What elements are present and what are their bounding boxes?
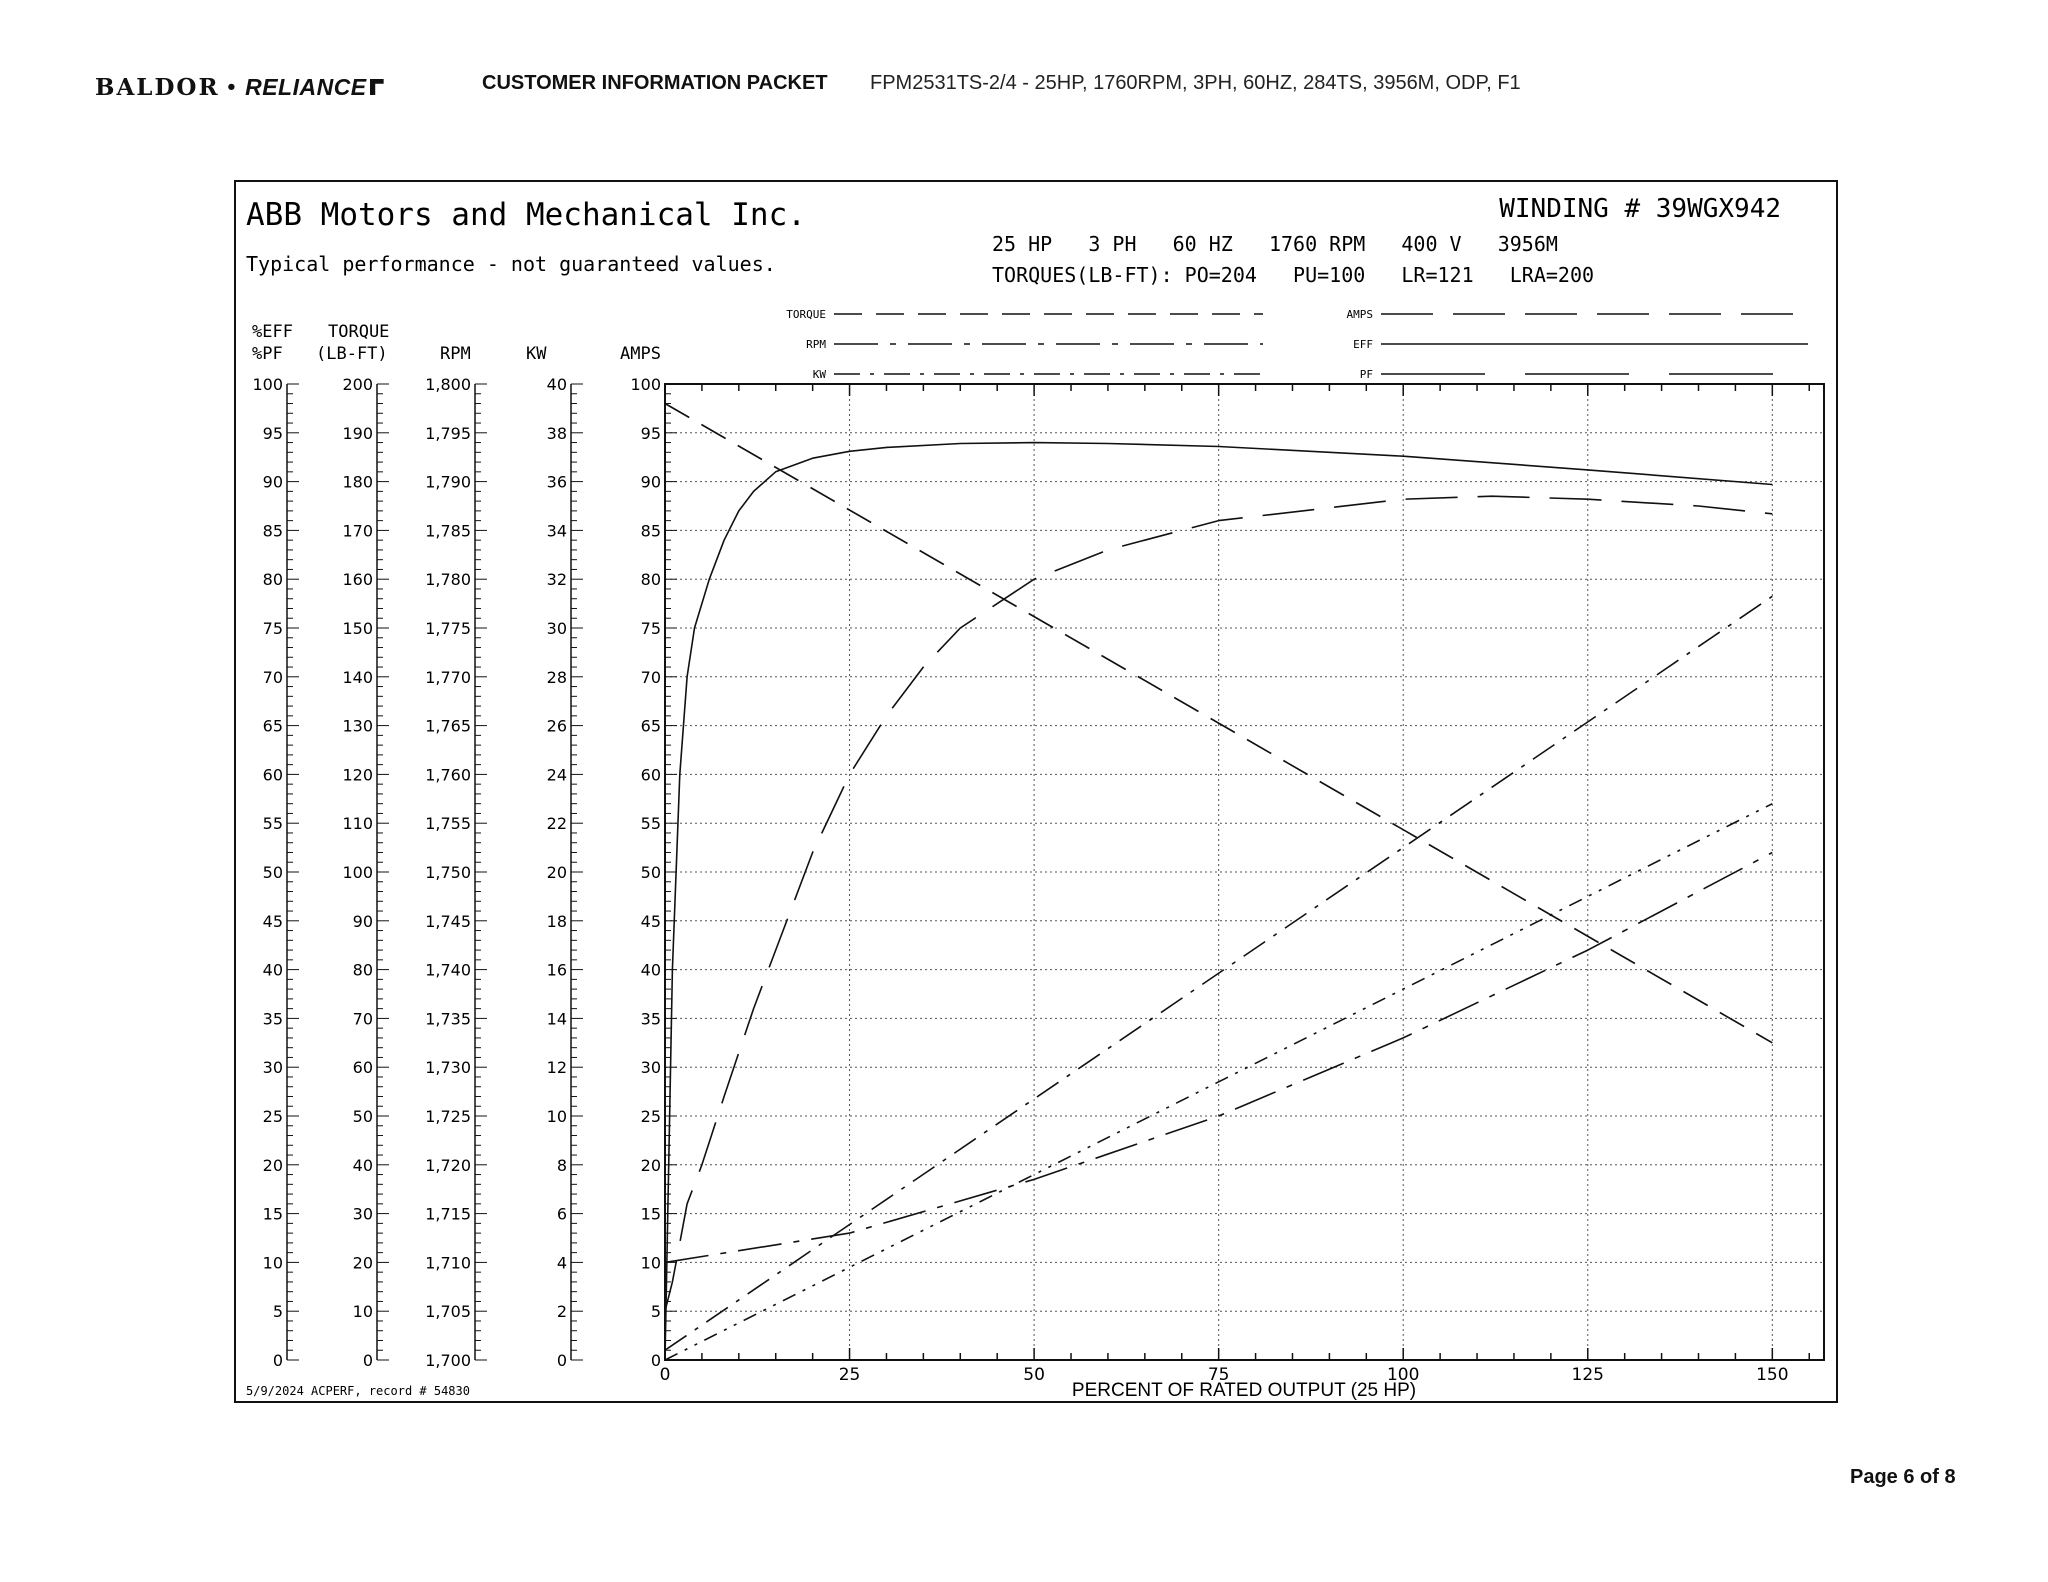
series-lines	[665, 404, 1772, 1361]
y-tick-label-torque: 140	[342, 667, 373, 687]
y-tick-label-kw: 24	[546, 765, 567, 785]
y-tick-label-kw: 2	[556, 1302, 567, 1322]
y-tick-label-eff_pf: 75	[262, 619, 283, 638]
x-tick-label: 75	[1207, 1365, 1230, 1385]
series-line-amps	[665, 804, 1772, 1360]
y-tick-label-eff_pf: 95	[262, 423, 283, 443]
y-tick-label-kw: 34	[546, 521, 567, 541]
y-tick-label-amps: 80	[640, 570, 661, 590]
record-stamp: 5/9/2024 ACPERF, record # 54830	[246, 1384, 470, 1398]
header-amps: AMPS	[620, 344, 661, 364]
y-tick-label-kw: 22	[546, 814, 567, 834]
y-tick-label-rpm: 1,800	[425, 375, 471, 394]
y-tick-label-amps: 90	[640, 472, 661, 492]
page-number: Page 6 of 8	[1850, 1466, 1956, 1488]
y-tick-label-eff_pf: 100	[252, 375, 283, 394]
y-tick-label-rpm: 1,710	[425, 1253, 471, 1273]
y-tick-label-torque: 90	[352, 911, 373, 931]
y-tick-label-torque: 20	[352, 1253, 373, 1273]
brand-separator: •	[225, 76, 240, 98]
y-tick-label-kw: 14	[546, 1009, 567, 1029]
y-tick-label-torque: 130	[342, 716, 373, 736]
company-name: ABB Motors and Mechanical Inc.	[246, 197, 806, 233]
y-tick-label-torque: 60	[352, 1058, 373, 1078]
y-tick-label-amps: 75	[640, 619, 661, 638]
y-tick-label-amps: 65	[640, 716, 661, 736]
x-tick-label: 125	[1571, 1365, 1604, 1385]
torque-specs: TORQUES(LB-FT): PO=204 PU=100 LR=121 LRA=200	[992, 263, 1595, 287]
y-tick-label-torque: 200	[342, 375, 373, 394]
brand-left: BALDOR	[95, 73, 220, 101]
y-tick-label-rpm: 1,720	[425, 1155, 471, 1175]
y-tick-label-kw: 0	[556, 1351, 567, 1370]
y-tick-label-torque: 80	[352, 960, 373, 980]
legend-label-amps: AMPS	[1346, 308, 1373, 321]
y-tick-label-kw: 16	[546, 960, 567, 980]
y-tick-label-amps: 85	[640, 521, 661, 541]
header-kw: KW	[526, 344, 547, 364]
legend-label-torque: TORQUE	[786, 308, 826, 321]
y-tick-label-amps: 0	[650, 1351, 661, 1370]
legend-label-kw: KW	[812, 368, 826, 381]
disclaimer-note: Typical performance - not guaranteed values.	[246, 252, 776, 276]
y-tick-label-rpm: 1,745	[425, 911, 471, 931]
y-tick-label-kw: 28	[546, 667, 567, 687]
model-description: FPM2531TS-2/4 - 25HP, 1760RPM, 3PH, 60HZ, 284TS, 3956M, ODP, F1	[870, 72, 1521, 94]
y-tick-label-kw: 30	[546, 619, 567, 638]
y-tick-label-rpm: 1,725	[425, 1107, 471, 1126]
y-tick-label-eff_pf: 50	[262, 863, 283, 882]
x-tick-label: 25	[838, 1365, 861, 1385]
y-tick-label-eff_pf: 25	[262, 1107, 283, 1126]
y-tick-label-torque: 190	[342, 423, 373, 443]
y-tick-label-amps: 20	[640, 1155, 661, 1175]
y-tick-label-rpm: 1,780	[425, 570, 471, 590]
y-tick-label-kw: 6	[556, 1204, 567, 1224]
y-tick-label-amps: 5	[650, 1302, 661, 1322]
x-tick-label: 50	[1023, 1365, 1045, 1385]
y-tick-label-torque: 110	[342, 814, 373, 834]
y-tick-label-rpm: 1,760	[425, 765, 471, 785]
y-tick-label-rpm: 1,785	[425, 521, 471, 541]
y-tick-label-amps: 45	[640, 911, 661, 931]
y-tick-label-eff_pf: 65	[262, 716, 283, 736]
y-tick-label-rpm: 1,705	[425, 1302, 471, 1322]
document-title: CUSTOMER INFORMATION PACKET	[482, 72, 828, 94]
y-tick-label-kw: 38	[546, 423, 567, 443]
y-tick-label-rpm: 1,730	[425, 1058, 471, 1078]
y-tick-label-torque: 160	[342, 570, 373, 590]
y-tick-label-rpm: 1,775	[425, 619, 471, 638]
y-tick-label-eff_pf: 85	[262, 521, 283, 541]
y-tick-label-eff_pf: 90	[262, 472, 283, 492]
header-pf: %PF	[252, 344, 283, 364]
y-tick-label-rpm: 1,770	[425, 667, 471, 687]
legend-label-eff: EFF	[1353, 338, 1373, 351]
y-tick-label-kw: 26	[546, 716, 567, 736]
y-tick-label-eff_pf: 20	[262, 1155, 283, 1175]
y-tick-label-rpm: 1,750	[425, 863, 471, 882]
y-tick-label-rpm: 1,795	[425, 423, 471, 443]
y-tick-label-rpm: 1,715	[425, 1204, 471, 1224]
y-tick-label-rpm: 1,790	[425, 472, 471, 492]
y-tick-label-torque: 100	[342, 863, 373, 882]
series-line-pf	[665, 496, 1772, 1311]
y-tick-label-amps: 15	[640, 1204, 661, 1224]
y-tick-label-eff_pf: 10	[262, 1253, 283, 1273]
legend-left	[786, 308, 1263, 381]
y-tick-label-rpm: 1,755	[425, 814, 471, 834]
y-tick-label-torque: 120	[342, 765, 373, 785]
y-tick-label-torque: 50	[352, 1107, 373, 1126]
y-tick-label-eff_pf: 35	[262, 1009, 283, 1029]
y-tick-label-rpm: 1,765	[425, 716, 471, 736]
y-tick-label-amps: 95	[640, 423, 661, 443]
y-tick-label-eff_pf: 80	[262, 570, 283, 590]
y-tick-label-kw: 32	[546, 570, 567, 590]
y-tick-label-eff_pf: 15	[262, 1204, 283, 1224]
y-tick-label-eff_pf: 40	[262, 960, 283, 980]
x-tick-label: 100	[1386, 1365, 1420, 1385]
header-rpm: RPM	[440, 344, 471, 364]
y-tick-label-torque: 30	[352, 1204, 373, 1224]
plot-grid	[665, 384, 1824, 1360]
header-eff: %EFF	[252, 322, 293, 342]
y-tick-label-torque: 150	[342, 619, 373, 638]
x-axis-label: PERCENT OF RATED OUTPUT (25 HP)	[1071, 1380, 1417, 1401]
y-tick-label-kw: 12	[546, 1058, 567, 1078]
y-axes	[252, 375, 677, 1370]
y-tick-label-torque: 180	[342, 472, 373, 492]
y-tick-label-amps: 10	[640, 1253, 661, 1273]
legend-label-rpm: RPM	[806, 338, 826, 351]
y-tick-label-eff_pf: 55	[262, 814, 283, 834]
brand-right: RELIANCE	[245, 73, 367, 100]
y-tick-label-eff_pf: 30	[262, 1058, 283, 1078]
motor-specs: 25 HP 3 PH 60 HZ 1760 RPM 400 V 3956M	[992, 232, 1558, 256]
y-tick-label-amps: 30	[640, 1058, 661, 1078]
y-tick-label-torque: 0	[362, 1351, 373, 1370]
y-tick-label-kw: 20	[546, 863, 567, 882]
y-tick-label-rpm: 1,735	[425, 1009, 471, 1029]
y-tick-label-amps: 100	[630, 375, 661, 394]
x-tick-label: 150	[1756, 1365, 1789, 1385]
y-tick-label-kw: 36	[546, 472, 567, 492]
y-tick-label-kw: 10	[546, 1107, 567, 1126]
y-tick-label-amps: 55	[640, 814, 661, 834]
y-tick-label-torque: 40	[352, 1155, 373, 1175]
y-tick-label-torque: 10	[352, 1302, 373, 1322]
y-tick-label-amps: 50	[640, 863, 661, 882]
legend-label-pf: PF	[1359, 368, 1373, 381]
y-tick-label-kw: 18	[546, 911, 567, 931]
y-tick-label-amps: 40	[640, 960, 661, 980]
y-tick-label-rpm: 1,740	[425, 960, 471, 980]
legend-right	[1347, 308, 1809, 381]
y-tick-label-amps: 25	[640, 1107, 661, 1126]
y-tick-label-rpm: 1,700	[425, 1351, 471, 1370]
y-tick-label-eff_pf: 70	[262, 667, 283, 687]
x-axis	[660, 384, 1810, 1385]
y-tick-label-eff_pf: 60	[262, 765, 283, 785]
y-tick-label-kw: 8	[556, 1155, 567, 1175]
x-tick-label: 0	[659, 1365, 671, 1385]
header-torque-unit: (LB-FT)	[316, 344, 388, 364]
y-tick-label-amps: 70	[640, 667, 661, 687]
y-tick-label-kw: 4	[556, 1253, 567, 1273]
y-tick-label-amps: 35	[640, 1009, 661, 1029]
y-tick-label-amps: 60	[640, 765, 661, 785]
winding-number: WINDING # 39WGX942	[1499, 194, 1781, 224]
header-torque: TORQUE	[328, 322, 390, 342]
y-tick-label-eff_pf: 5	[272, 1302, 283, 1322]
y-tick-label-eff_pf: 45	[262, 911, 283, 931]
y-tick-label-torque: 70	[352, 1009, 373, 1029]
y-tick-label-eff_pf: 0	[272, 1351, 283, 1370]
y-tick-label-kw: 40	[546, 375, 567, 394]
y-tick-label-torque: 170	[342, 521, 373, 541]
